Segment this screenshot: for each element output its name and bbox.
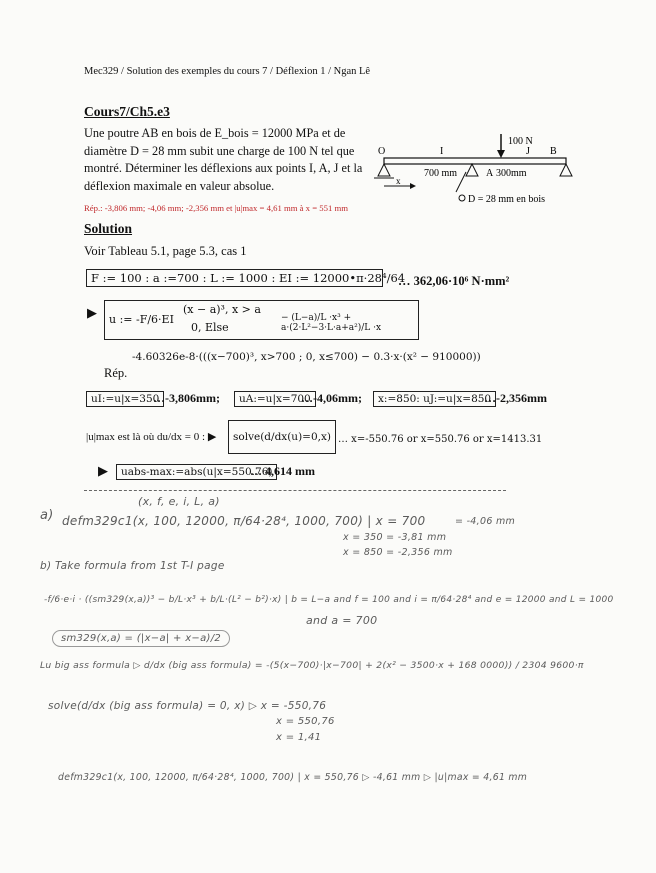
- u-rest: − (L−a)/L ·x³ + a·(2·L²−3·L·a+a²)/L ·x: [281, 313, 382, 333]
- hw-final-line: defm329c1(x, 100, 12000, π/64·28⁴, 1000, 700) | x = 550,76 ▷ -4,61 mm ▷ |u|max = 4,61 mm: [58, 772, 528, 783]
- load-label: 100 N: [508, 136, 533, 147]
- point-a-label: A: [486, 168, 494, 179]
- u-definition-box: [104, 300, 419, 340]
- point-b-label: B: [550, 146, 557, 157]
- hw-a-result-1: = -4,06 mm: [455, 516, 516, 527]
- page-header: Mec329 / Solution des exemples du cours 7 / Déflexion 1 / Ngan Lê: [84, 66, 371, 77]
- ua-value: …-4,06mm;: [301, 391, 362, 405]
- point-o-label: O: [378, 146, 386, 157]
- hw-a-line: defm329c1(x, 100, 12000, π/64·28⁴, 1000, 700) | x = 700: [62, 514, 426, 528]
- solve-result: … x=-550.76 or x=550.76 or x=1413.31: [338, 434, 543, 445]
- ei-value: … 362,06·10⁶ N·mm²: [398, 274, 510, 288]
- dim-300-label: 300mm: [496, 168, 527, 179]
- divider: [84, 490, 506, 491]
- solution-title: Solution: [84, 221, 133, 236]
- ui-value: …-3,806mm;: [153, 391, 220, 405]
- ua-box: uA:=u|x=700: [234, 391, 316, 407]
- solve-box: solve(d/dx(u)=0,x): [228, 420, 336, 454]
- hw-big-formula: Lu big ass formula ▷ d/dx (big ass formula) = -(5(x−700)·|x−700| + 2(x² − 3500·x + 168 0000)) / 2304 9600·π: [40, 660, 584, 671]
- u-case-1: (x − a)³, x > a: [183, 303, 261, 316]
- ui-box: uI:=u|x=350: [86, 391, 164, 407]
- hw-b-label: b) Take formula from 1st T-I page: [40, 560, 225, 572]
- hw-a-label: a): [40, 508, 54, 523]
- umax-text: |u|max est là où du/dx = 0 : ▶: [86, 431, 217, 443]
- section-label: D = 28 mm en bois: [468, 194, 546, 205]
- rep-expression: -4.60326e-8·(((x−700)³, x>700 ; 0, x≤700) − 0.3·x·(x² − 910000)): [132, 351, 481, 363]
- exercise-title: Cours7/Ch5.e3: [84, 104, 170, 119]
- answer-line: Rép.: -3,806 mm; -4,06 mm; -2,356 mm et |u|max = 4,61 mm à x = 551 mm: [84, 203, 348, 213]
- hw-a-result-2: x = 350 = -3,81 mm: [343, 532, 447, 543]
- point-i-label: I: [440, 146, 444, 157]
- hw-solve-line: solve(d/dx (big ass formula) = 0, x) ▷ x = -550,76: [48, 700, 327, 712]
- x-axis-label: x: [396, 176, 401, 186]
- arrow-icon: ▶: [87, 305, 97, 320]
- hw-solution-2: x = 550,76: [276, 716, 335, 727]
- uj-value: …-2,356mm: [484, 391, 547, 405]
- table-reference: Voir Tableau 5.1, page 5.3, cas 1: [84, 244, 247, 258]
- u-case-2: 0, Else: [191, 321, 229, 334]
- uj-box: x:=850: uJ:=u|x=850: [373, 391, 496, 407]
- hw-b-formula: -f/6·e·i · ((sm329(x,a))³ − b/L·x³ + b/L·(L² − b²)·x) | b = L−a and f = 100 and i = π/64·28⁴ and e = 12000 and L = 1000: [44, 595, 614, 605]
- arrow-icon-2: ▶: [98, 463, 108, 478]
- hw-solution-3: x = 1,41: [276, 732, 322, 743]
- hw-b-and: and a = 700: [306, 614, 378, 627]
- dim-700-label: 700 mm: [424, 168, 458, 179]
- beam-figure: [370, 132, 600, 212]
- hw-a-result-3: x = 850 = -2,356 mm: [343, 547, 453, 558]
- hw-sm-def: sm329(x,a) = (|x−a| + x−a)/2: [52, 630, 230, 647]
- uabs-value: … 4,614 mm: [250, 464, 315, 478]
- uabs-box: uabs-max:=abs(u|x=550.76): [116, 464, 277, 480]
- definitions-box: F := 100 : a :=700 : L := 1000 : EI := 12000•π·28⁴/64: [86, 269, 383, 287]
- point-j-label: J: [526, 146, 530, 157]
- hw-params: (x, f, e, i, L, a): [138, 495, 220, 508]
- rep-label: Rép.: [104, 366, 128, 380]
- u-def-left: u := -F/6·EI: [109, 313, 174, 326]
- problem-statement: Une poutre AB en bois de E_bois = 12000 MPa et de diamètre D = 28 mm subit une charge de 100 N tel que montré. Déterminer les déflexions aux points I, A, J et la déflexion maximale en valeur absolue.: [84, 126, 363, 193]
